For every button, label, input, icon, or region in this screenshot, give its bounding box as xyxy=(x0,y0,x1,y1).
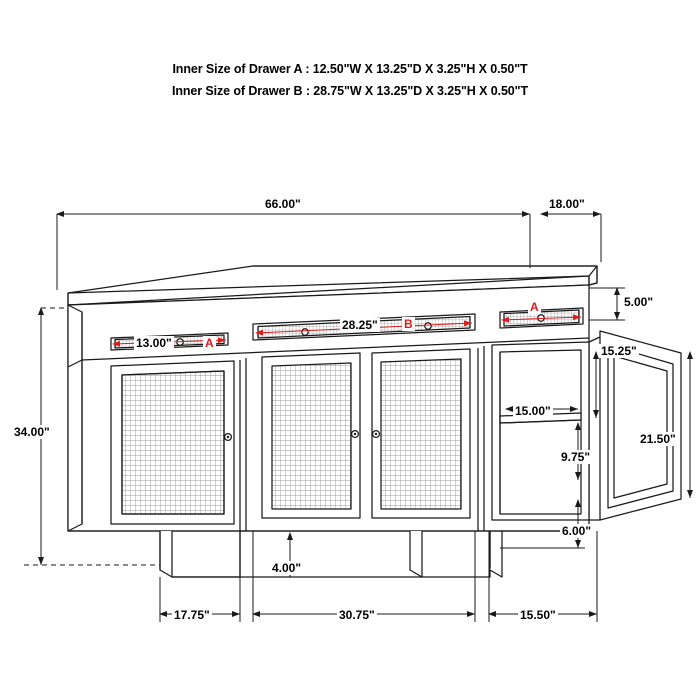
dim-shelf-lower-height: 9.75" xyxy=(561,450,591,464)
drawer-a-note: Inner Size of Drawer A : 12.50"W X 13.25"D X 3.25"H X 0.50"T xyxy=(172,62,528,76)
dim-right-section-width: 18.00" xyxy=(549,197,585,211)
dim-center-doors-width: 30.75" xyxy=(339,608,375,622)
label-drawer-a-left: A xyxy=(205,336,214,350)
dim-door-height: 21.50" xyxy=(640,432,676,446)
dim-drawer-a-width: 13.00" xyxy=(136,336,172,350)
dim-right-door-width: 15.50" xyxy=(520,608,556,622)
dim-base-height: 6.00" xyxy=(562,524,592,538)
label-drawer-a-right: A xyxy=(530,300,539,314)
dim-total-height: 34.00" xyxy=(14,425,50,439)
dim-total-width: 66.00" xyxy=(265,197,301,211)
dim-shelf-width: 15.00" xyxy=(515,404,551,418)
dim-drawer-b-width: 28.25" xyxy=(342,318,378,332)
dim-toe-kick-height: 4.00" xyxy=(272,561,302,575)
dim-left-door-width: 17.75" xyxy=(174,608,210,622)
label-drawer-b: B xyxy=(404,317,413,331)
dim-right-opening-height: 15.25" xyxy=(601,344,637,358)
drawer-b-note: Inner Size of Drawer B : 28.75"W X 13.25"D X 3.25"H X 0.50"T xyxy=(171,84,529,98)
dim-drawer-height: 5.00" xyxy=(624,295,654,309)
